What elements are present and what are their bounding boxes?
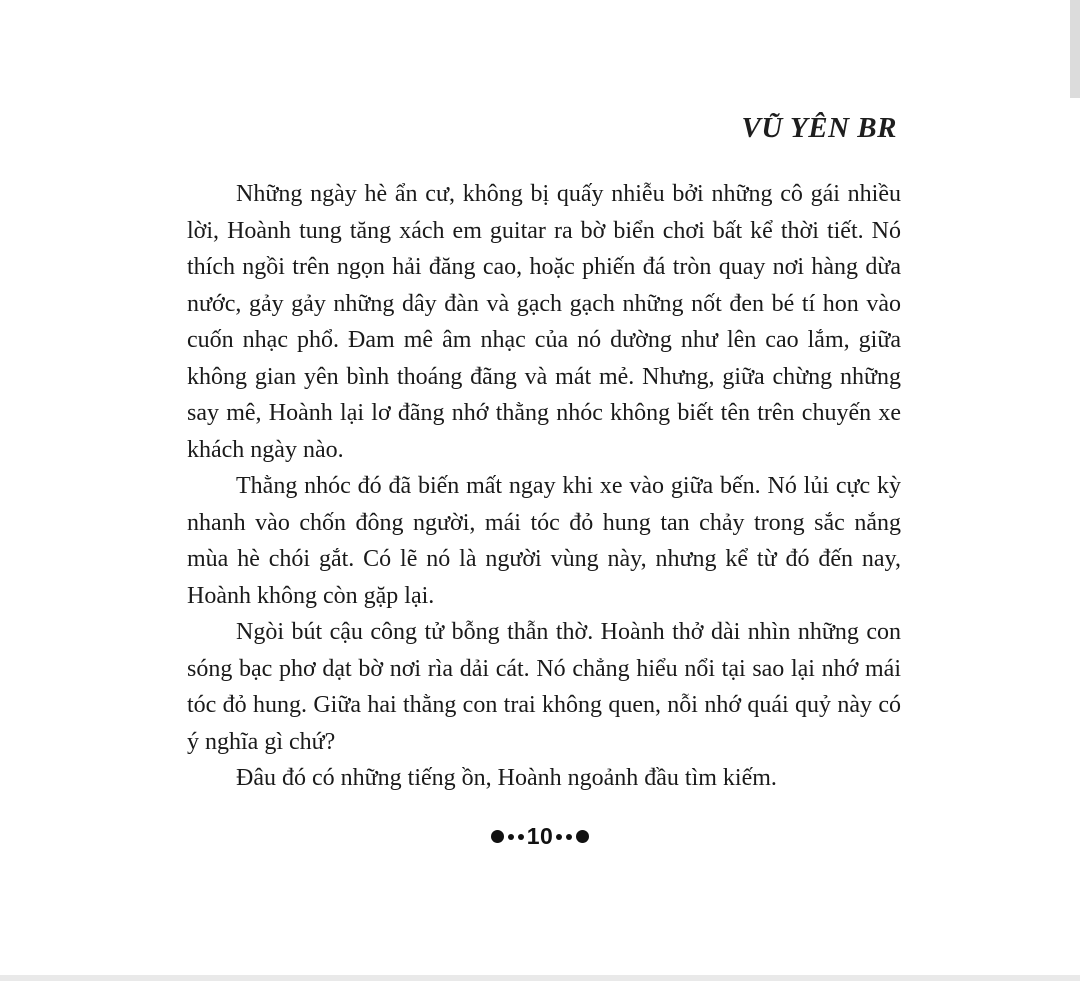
paragraph-4: Đâu đó có những tiếng ồn, Hoành ngoảnh đầu tìm kiếm.: [236, 765, 777, 791]
ornament-dot-icon: [566, 834, 572, 840]
page-number-footer: [0, 822, 1080, 850]
ornament-dot-icon: [576, 830, 589, 843]
paragraph-2: Thằng nhóc đó đã biến mất ngay khi xe vào giữa bến. Nó lủi cực kỳ nhanh vào chốn đông người, mái tóc đỏ hung tan chảy trong sắc nắng mùa hè chói gắt. Có lẽ nó là người vùng này, nhưng kể từ đó đến nay, Hoành không còn gặp lại.: [187, 473, 901, 609]
scrollbar-thumb[interactable]: [1070, 0, 1080, 98]
paragraph-3: Ngòi bút cậu công tử bỗng thẫn thờ. Hoành thở dài nhìn những con sóng bạc phơ dạt bờ nơi rìa dải cát. Nó chẳng hiểu nổi tại sao lại nhớ mái tóc đỏ hung. Giữa hai thằng con trai không quen, nỗi nhớ quái quỷ này có ý nghĩa gì chứ?: [187, 619, 901, 755]
ornament-dot-icon: [556, 834, 562, 840]
bottom-divider: [0, 975, 1080, 981]
page-body-text: [187, 176, 901, 797]
page-number: 10: [526, 823, 554, 850]
ornament-dot-icon: [518, 834, 524, 840]
ornament-dot-icon: [508, 834, 514, 840]
running-header-title: VŨ YÊN BR: [741, 112, 897, 144]
ornament-dot-icon: [491, 830, 504, 843]
paragraph-1: Những ngày hè ẩn cư, không bị quấy nhiễu bởi những cô gái nhiều lời, Hoành tung tăng xách em guitar ra bờ biển chơi bất kể thời tiết. Nó thích ngồi trên ngọn hải đăng cao, hoặc phiến đá tròn quay nơi hàng dừa nước, gảy gảy những dây đàn và gạch gạch những nốt đen bé tí hon vào cuốn nhạc phổ. Đam mê âm nhạc của nó dường như lên cao lắm, giữa không gian yên bình thoáng đãng và mát mẻ. Nhưng, giữa chừng những say mê, Hoành lại lơ đãng nhớ thằng nhóc không biết tên trên chuyến xe khách ngày nào.: [187, 181, 901, 463]
